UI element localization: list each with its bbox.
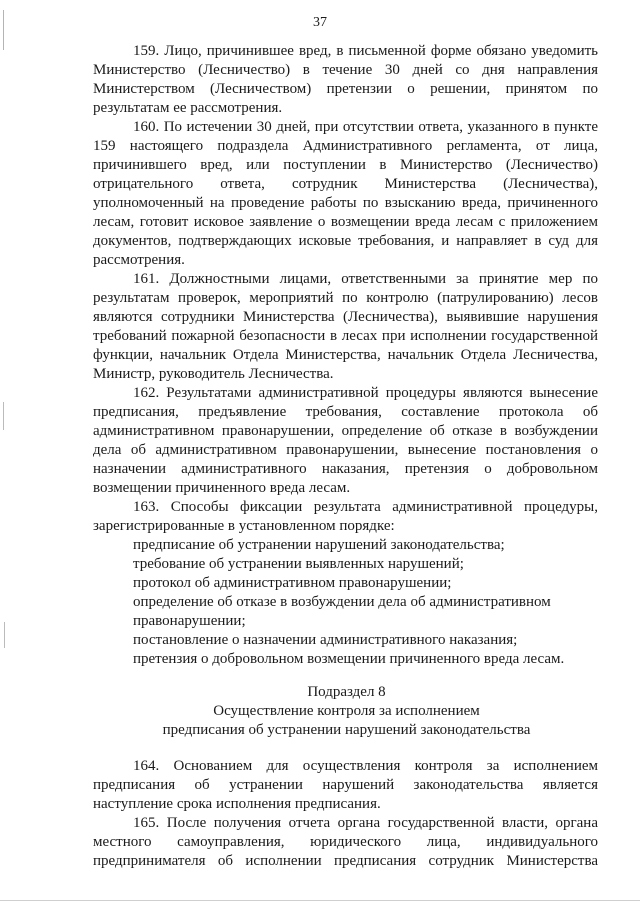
paragraph-159-line: результатам ее рассмотрения. (93, 100, 283, 116)
paragraph-165-line: предпринимателя об исполнении предписания сотрудник Министерства (93, 853, 598, 869)
subsection-title: предписания об устранении нарушений законодательства (162, 722, 531, 738)
paragraph-162-line: возмещении причиненного вреда лесам. (93, 480, 351, 496)
list-item: претензия о добровольном возмещении причиненного вреда лесам. (133, 651, 565, 667)
paragraph-164-line: предписания об устранении нарушений законодательства является (93, 777, 598, 793)
paragraph-160-line: лесам, готовит исковое заявление о возмещении вреда лесам с приложением (93, 214, 598, 230)
paragraph-160-line: 159 настоящего подраздела Административного регламента, от лица, (93, 138, 598, 154)
paragraph-165-line: 165. После получения отчета органа государственной власти, органа (133, 815, 598, 831)
paragraph-162-line: назначении административного наказания, претензия о добровольном (93, 461, 598, 477)
paragraph-162-line: дела об административном правонарушении, вынесение постановления о (93, 442, 598, 458)
subsection-title: Осуществление контроля за исполнением (213, 703, 480, 719)
paragraph-161-line: функции, начальник Отдела Министерства, начальник Отдела Лесничества, (93, 347, 598, 363)
list-item: определение об отказе в возбуждении дела об административном (133, 594, 551, 610)
list-item: предписание об устранении нарушений законодательства; (133, 537, 505, 553)
subsection-number: Подраздел 8 (307, 684, 386, 700)
paragraph-160-line: рассмотрения. (93, 252, 185, 268)
scan-bottom-edge (0, 900, 640, 901)
paragraph-161-line: являются сотрудники Министерства (Лесничества), выявившие нарушения (93, 309, 598, 325)
paragraph-161-line: 161. Должностными лицами, ответственными за принятие мер по (133, 271, 598, 287)
paragraph-163-line: зарегистрированные в установленном порядке: (93, 518, 395, 534)
list-item: правонарушении; (133, 613, 246, 629)
paragraph-160-line: документов, подтверждающих исковые требования, и направляет в суд для (93, 233, 598, 249)
paragraph-161-line: Министр, руководитель Лесничества. (93, 366, 334, 382)
paragraph-164-line: 164. Основанием для осуществления контроля за исполнением (133, 758, 598, 774)
paragraph-162-line: предписания, предъявление требования, составление протокола об (93, 404, 598, 420)
paragraph-159-line: Министерством (Лесничеством) претензии о решении, принятом по (93, 81, 598, 97)
paragraph-161-line: результатам проверок, мероприятий по контролю (патрулированию) лесов (93, 290, 598, 306)
paragraph-165-line: местного самоуправления, юридического лица, индивидуального (93, 834, 598, 850)
list-item: требование об устранении выявленных нарушений; (133, 556, 464, 572)
scan-edge-mark (3, 402, 4, 430)
paragraph-162-line: 162. Результатами административной процедуры являются вынесение (133, 385, 598, 401)
paragraph-160-line: причинившего вред, или поступлении в Министерство (Лесничество) (93, 157, 598, 173)
paragraph-160-line: отрицательного ответа, сотрудник Министерства (Лесничества), (93, 176, 598, 192)
paragraph-159-line: 159. Лицо, причинившее вред, в письменной форме обязано уведомить (133, 43, 598, 59)
page-number: 37 (313, 15, 327, 30)
paragraph-163-line: 163. Способы фиксации результата административной процедуры, (133, 499, 598, 515)
paragraph-159-line: Министерство (Лесничество) в течение 30 дней со дня направления (93, 62, 598, 78)
paragraph-162-line: административном правонарушении, определение об отказе в возбуждении (93, 423, 598, 439)
paragraph-160-line: уполномоченный на проведение работы по взысканию вреда, причиненного (93, 195, 598, 211)
paragraph-164-line: наступление срока исполнения предписания. (93, 796, 381, 812)
paragraph-160-line: 160. По истечении 30 дней, при отсутствии ответа, указанного в пункте (133, 119, 598, 135)
list-item: постановление о назначении административного наказания; (133, 632, 518, 648)
scan-edge-mark (4, 622, 5, 648)
list-item: протокол об административном правонарушении; (133, 575, 452, 591)
paragraph-161-line: требований пожарной безопасности в лесах при исполнении государственной (93, 328, 598, 344)
scan-edge-mark (3, 10, 4, 50)
